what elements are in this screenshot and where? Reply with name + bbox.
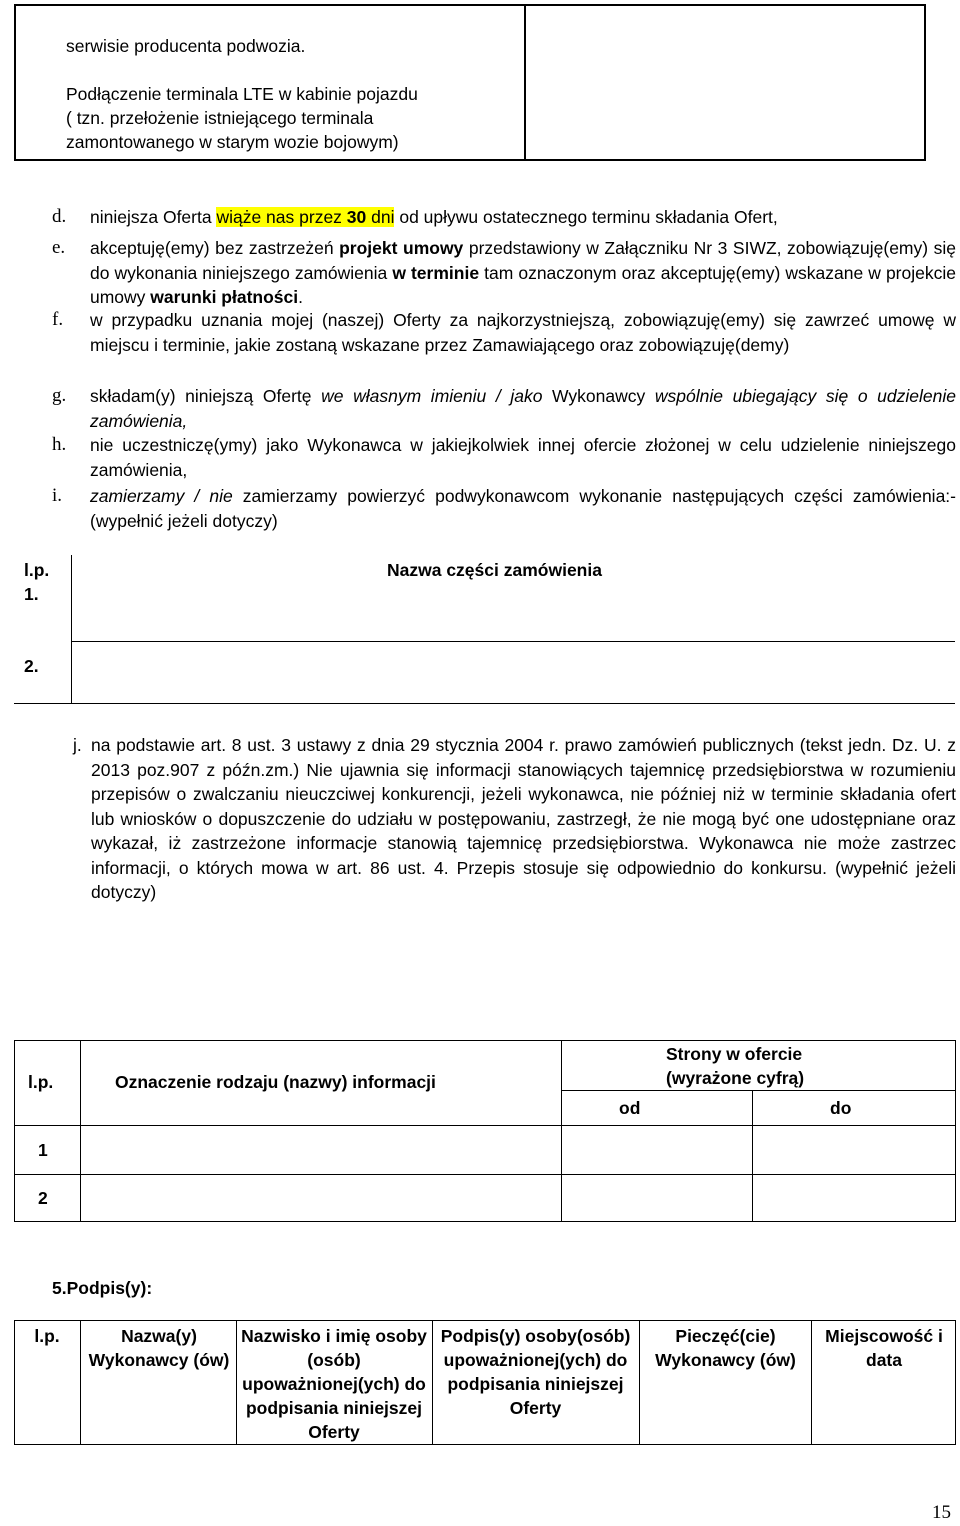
- item-i-text: zamierzamy powierzyć podwykonawcom wykonanie następujących części zamówienia:- (wypełnić jeżeli dotyczy): [90, 486, 956, 531]
- item-d-highlight-text: wiąże nas przez: [216, 207, 347, 227]
- part-table-bottom-line: [14, 703, 955, 704]
- item-d-highlight: [216, 207, 394, 227]
- sig-col-authorized-person: Nazwisko i imię osoby (osób) upoważnionej(ych) do podpisania niniejszej Oferty: [241, 1326, 427, 1442]
- part-table-header-name: Nazwa części zamówienia: [387, 560, 602, 580]
- info-table-row-2-number: 2: [38, 1188, 48, 1208]
- info-table-col-divider-2: [561, 1040, 562, 1222]
- item-e-text-1: akceptuję(emy) bez zastrzeżeń: [90, 238, 340, 258]
- list-item-g: [52, 384, 956, 433]
- top-table-description-cell: [15, 5, 525, 160]
- part-table-row-2-number: 2.: [24, 656, 39, 676]
- sig-col-signature: Podpis(y) osoby(osób) upoważnionej(ych) do podpisania niniejszej Oferty: [440, 1326, 631, 1418]
- sig-table-divider-1: [80, 1320, 81, 1445]
- item-e-bold-1: projekt umowy: [339, 238, 464, 258]
- list-item-d: [52, 205, 956, 230]
- info-table-col-divider-1: [80, 1040, 81, 1222]
- item-d-text-2: od upływu ostatecznego terminu składania Ofert,: [394, 207, 778, 227]
- list-item-e: [52, 236, 956, 310]
- sig-table-divider-4: [639, 1320, 640, 1445]
- info-table-header-line: [14, 1125, 956, 1126]
- part-table-row-1-number: 1.: [24, 584, 39, 604]
- info-table-outer-border: [14, 1040, 956, 1222]
- sig-col-stamp: Pieczęć(cie) Wykonawcy (ów): [655, 1326, 796, 1370]
- top-table-empty-cell: [525, 5, 925, 160]
- list-marker-h: h.: [52, 434, 67, 455]
- item-i-italic: zamierzamy / nie: [90, 486, 233, 506]
- item-d-text-1: niniejsza Oferta: [90, 207, 217, 227]
- top-line-3: Podłączenie terminala LTE w kabinie pojazdu: [66, 84, 418, 104]
- list-marker-g: g.: [52, 385, 67, 406]
- sig-table-divider-2: [236, 1320, 237, 1445]
- signature-table: [14, 1320, 956, 1445]
- item-e-bold-2: w terminie: [392, 262, 480, 283]
- list-item-j: [73, 733, 956, 905]
- info-table-header-lp: l.p.: [28, 1072, 54, 1092]
- item-g-italic-1: we własnym imieniu / jako: [321, 386, 553, 406]
- item-g-italic-2: wspólnie ubiegający się o udzielenie zamówienia,: [90, 386, 956, 431]
- item-h-text: nie uczestniczę(ymy) jako Wykonawca w jakiejkolwiek innej ofercie złożonej w celu udzielenie niniejszego zamówienia,: [90, 435, 956, 480]
- info-table-row-1-number: 1: [38, 1140, 48, 1160]
- info-table-row-divider: [14, 1174, 956, 1175]
- list-item-i: [52, 484, 956, 533]
- part-table-row-divider: [71, 641, 955, 642]
- item-d-days-number: 30: [346, 207, 367, 227]
- list-marker-i: i.: [52, 485, 63, 506]
- top-line-1: serwisie producenta podwozia.: [66, 36, 306, 56]
- sig-col-contractor-name: Nazwa(y) Wykonawcy (ów): [88, 1326, 230, 1370]
- top-line-4: ( tzn. przełożenie istniejącego terminala: [66, 108, 374, 128]
- sig-table-divider-5: [811, 1320, 812, 1445]
- item-d-highlight-days: dni: [366, 207, 395, 227]
- item-g-text-1: składam(y) niniejszą Ofertę: [90, 386, 322, 406]
- list-marker-e: e.: [52, 237, 66, 258]
- signature-heading: 5.Podpis(y):: [52, 1278, 153, 1298]
- info-table-subheader-line: [561, 1090, 956, 1091]
- info-table-header-pages-1: Strony w ofercie: [666, 1044, 803, 1064]
- page-number: 15: [932, 1502, 951, 1523]
- item-e-text-2: przedstawiony w Załączniku Nr 3 SIWZ, zobowiązuję(emy) się do wykonania niniejszego zamówienia: [90, 238, 956, 283]
- list-marker-d: d.: [52, 206, 67, 227]
- top-line-5: zamontowanego w starym wozie bojowym): [66, 132, 399, 152]
- item-e-text-3: tam oznaczonym oraz akceptuję(emy) wskazane w projekcie umowy: [90, 262, 956, 307]
- list-item-h: [52, 433, 956, 482]
- confidential-info-table: [14, 1040, 956, 1222]
- top-table: [14, 4, 926, 161]
- list-item-f: [52, 308, 956, 357]
- info-table-header-from: od: [619, 1098, 641, 1118]
- info-table-header-to: do: [830, 1098, 852, 1118]
- top-line-gap: [66, 58, 524, 82]
- item-f-text: w przypadku uznania mojej (naszej) Oferty za najkorzystniejszą, zobowiązuję(emy) się zawrzeć umowę w miejscu i terminie, jakie zostaną wskazane przez Zamawiającego oraz zobowiązuję(demy): [90, 310, 956, 355]
- item-g-text-2: Wykonawcy: [552, 386, 646, 406]
- subcontract-parts-table: [14, 555, 955, 704]
- sig-col-place-date: Miejscowość i data: [825, 1326, 943, 1370]
- sig-table-divider-3: [432, 1320, 433, 1445]
- info-table-header-name: Oznaczenie rodzaju (nazwy) informacji: [115, 1072, 436, 1092]
- info-table-col-divider-3: [752, 1090, 753, 1222]
- info-table-header-pages-2: (wyrażone cyfrą): [666, 1068, 805, 1088]
- item-e-bold-3: warunki płatności: [150, 287, 299, 307]
- sig-col-lp: l.p.: [34, 1326, 60, 1346]
- item-e-text-4: .: [298, 287, 303, 307]
- part-table-header-lp: l.p.: [24, 560, 50, 580]
- list-marker-f: f.: [52, 309, 64, 330]
- list-marker-j: j.: [73, 735, 82, 755]
- item-j-text: na podstawie art. 8 ust. 3 ustawy z dnia 29 stycznia 2004 r. prawo zamówień publicznych (tekst jedn. Dz. U. z 2013 poz.907 z późn.zm.) Nie ujawnia się informacji stanowiących tajemnicę przedsiębiorstwa w rozumieniu przepisów o zwalczaniu nieuczciwej konkurencji, jeżeli wykonawca, nie później niż w terminie składania ofert lub wniosków o dopuszczenie do udziału w postępowaniu, zastrzegł, że nie mogą być one udostępniane oraz wykazał, iż zastrzeżone informacje stanowią tajemnicę przedsiębiorstwa. Wykonawca nie może zastrzec informacji, o których mowa w art. 86 ust. 4. Przepis stosuje się odpowiednio do konkursu. (wypełnić jeżeli dotyczy): [91, 735, 956, 902]
